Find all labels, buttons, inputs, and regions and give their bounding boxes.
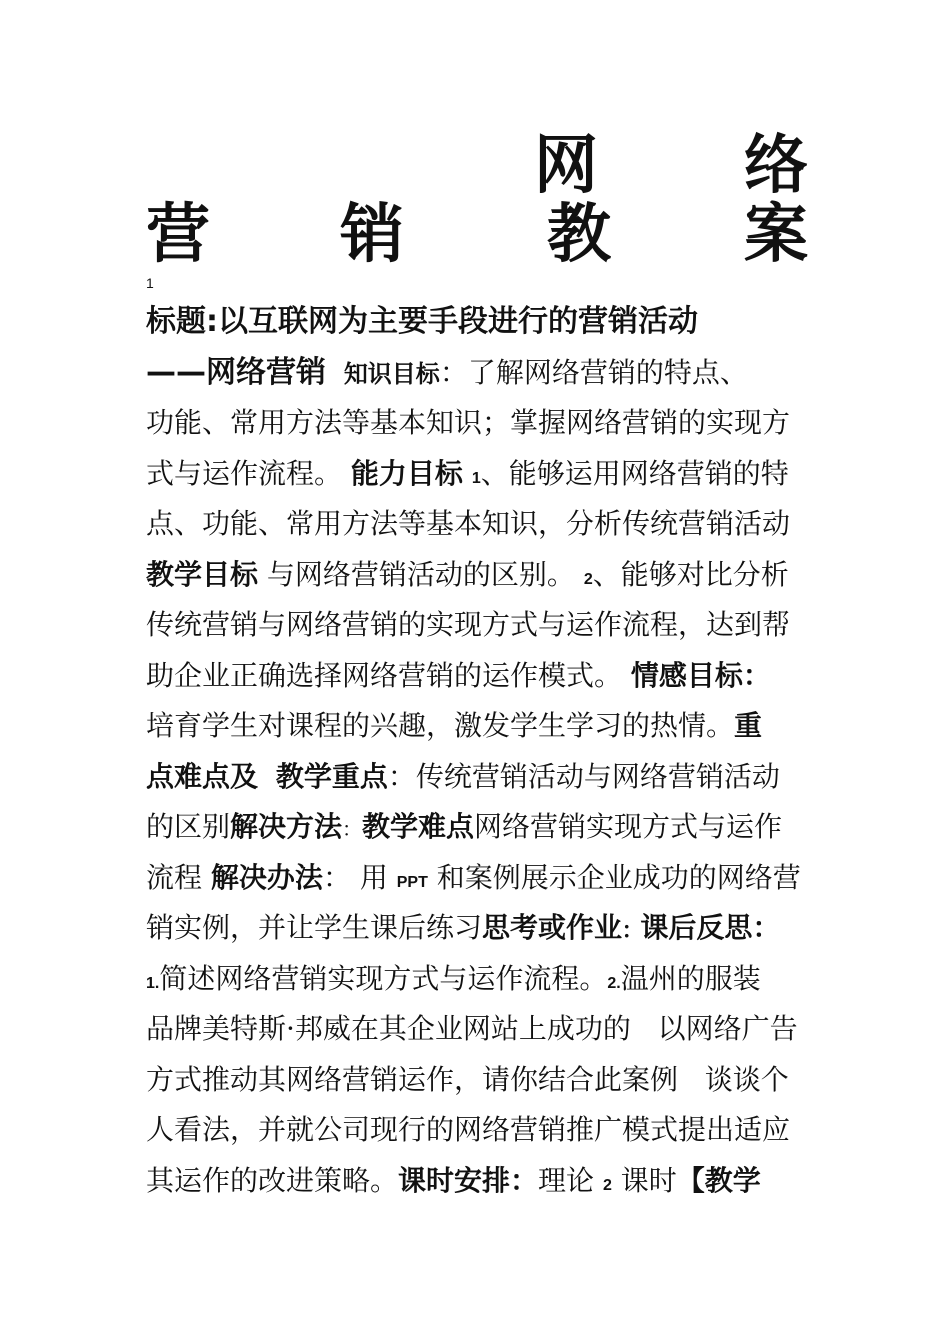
label-text: 解决方法	[230, 810, 343, 843]
text-line: 传统营销与网络营销的实现方式与运作流程，达到帮	[146, 608, 791, 641]
title-char: 案	[744, 198, 808, 272]
text-line	[146, 701, 808, 752]
body-span: 销实例，并让学生课后练习	[146, 911, 483, 944]
text-line: 品牌美特斯·邦威在其企业网站上成功的 以网络广告	[146, 1012, 798, 1045]
body-span: 的区别	[146, 810, 231, 843]
title-char: 网	[534, 129, 598, 203]
heading-text: ——网络营销	[146, 354, 326, 390]
number-text: 2	[583, 570, 593, 588]
abbr-text: PPT	[396, 873, 428, 891]
body-span: :	[622, 911, 632, 944]
number-text: 1	[471, 469, 481, 487]
text-line	[146, 550, 808, 601]
label-text: 教学难点	[362, 810, 475, 843]
body-span: 和案例展示企业成功的网络营	[436, 860, 801, 894]
body-span: 式与运作流程。	[146, 456, 343, 490]
body-span: 理论	[538, 1163, 595, 1197]
body-span: 流程	[146, 860, 203, 894]
label-text: 课时安排：	[398, 1163, 539, 1197]
label-text: 思考或作业	[482, 911, 623, 944]
text-line	[146, 954, 808, 1005]
body-span: ： 用	[322, 860, 388, 894]
text-line	[146, 752, 808, 803]
text-line: 人看法，并就公司现行的网络营销推广模式提出适应	[146, 1113, 791, 1146]
text-line	[146, 802, 808, 853]
heading-line: 标题:以互联网为主要手段进行的营销活动	[146, 304, 698, 339]
body-span: 简述网络营销实现方式与运作流程。	[159, 961, 608, 995]
body-span: ：	[342, 817, 363, 841]
body-span: 与网络营销活动的区别。	[266, 557, 575, 591]
text-line	[146, 1156, 808, 1207]
body-span: 网络营销实现方式与运作	[474, 810, 783, 843]
body-text	[146, 297, 808, 1206]
label-text: 知识目标	[343, 359, 440, 388]
label-text: 教学重点	[275, 759, 388, 793]
number-text: 1.	[146, 974, 160, 992]
title-char: 销	[340, 198, 404, 272]
text-line	[146, 651, 808, 702]
title-char: 络	[744, 129, 808, 203]
label-text: 能力目标	[350, 456, 463, 490]
number-text: 2	[602, 1176, 612, 1194]
text-line: 功能、常用方法等基本知识；掌握网络营销的实现方	[146, 406, 791, 439]
body-span: 课时	[620, 1163, 677, 1197]
body-span: 温州的服装	[620, 961, 761, 995]
number-text: 2.	[607, 974, 621, 992]
label-text: 课后反思：	[640, 911, 781, 944]
text-line	[146, 903, 808, 954]
body-span: 其运作的改进策略。	[146, 1163, 399, 1197]
label-text: 点难点及	[146, 759, 259, 793]
body-span: ：了解网络营销的特点、	[439, 355, 748, 389]
label-text: 重	[734, 709, 763, 742]
text-line: 方式推动其网络营销运作，请你结合此案例 谈谈个	[146, 1062, 789, 1096]
text-line	[146, 348, 808, 399]
body-span: ：传统营销活动与网络营销活动	[387, 759, 780, 793]
text-line: 点、功能、常用方法等基本知识，分析传统营销活动	[146, 507, 791, 540]
text-line	[146, 449, 808, 500]
label-text: 【教学	[676, 1163, 761, 1197]
body-span: 助企业正确选择网络营销的运作模式。	[146, 658, 623, 692]
label-text: 情感目标：	[630, 658, 771, 692]
title-char: 营	[146, 198, 210, 272]
label-text: 教学目标	[146, 557, 259, 591]
body-span: 培育学生对课程的兴趣，激发学生学习的热情。	[146, 709, 735, 742]
text-line	[146, 853, 808, 904]
body-span: 、能够运用网络营销的特	[480, 456, 789, 490]
page-number: 1	[146, 275, 154, 291]
title-char: 教	[547, 198, 611, 272]
label-text: 解决办法	[210, 860, 323, 894]
body-span: 、能够对比分析	[592, 557, 789, 591]
